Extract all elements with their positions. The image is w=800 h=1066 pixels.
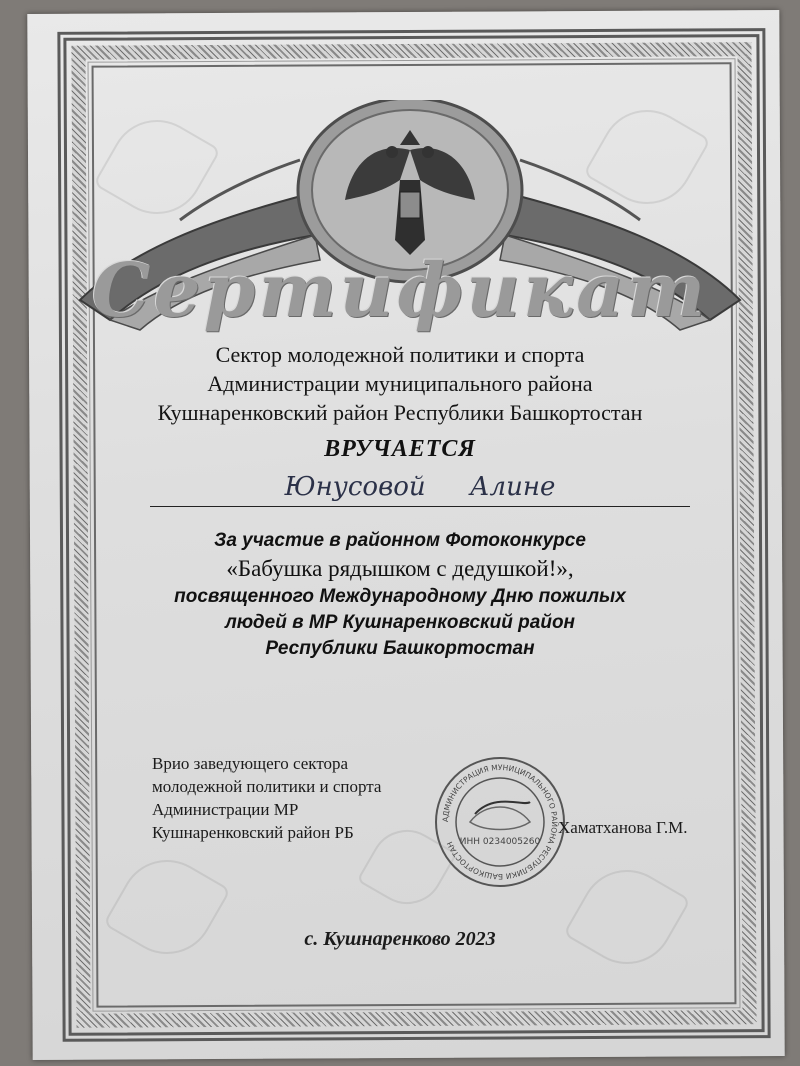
stamp-icon — [430, 752, 570, 892]
place-and-year: с. Кушнаренково 2023 — [304, 928, 496, 950]
signatory-position-line-3: Администрации МР — [152, 800, 299, 819]
signatory-position-line-2: молодежной политики и спорта — [152, 777, 382, 796]
reason-line-1: За участие в районном Фотоконкурсе — [214, 530, 586, 551]
certificate-title: Сертификат — [91, 248, 709, 334]
organization-line-2: Администрации муниципального района — [207, 371, 593, 396]
organization-line-1: Сектор молодежной политики и спорта — [215, 342, 585, 367]
awarded-label: ВРУЧАЕТСЯ — [324, 436, 476, 462]
recipient-underline — [150, 506, 690, 507]
signatory-position-line-1: Врио заведующего сектора — [152, 754, 349, 773]
reason-line-4: людей в МР Кушнаренковский район — [224, 612, 576, 633]
stamp-inn: ИНН 0234005260 — [459, 837, 541, 847]
signatory-position-line-4: Кушнаренковский район РБ — [152, 823, 354, 842]
reason-line-5: Республики Башкортостан — [265, 638, 535, 659]
organization-line-3: Кушнаренковский район Республики Башкортостан — [157, 400, 643, 425]
reason-line-2: «Бабушка рядышком с дедушкой!», — [226, 556, 574, 581]
stamp-ring-text: АДМИНИСТРАЦИЯ МУНИЦИПАЛЬНОГО РАЙОНА РЕСПУБЛИКИ БАШКОРТОСТАН — [440, 762, 560, 882]
recipient-handwritten-name: Юнусовой Алине — [284, 472, 556, 502]
signatory-name: Хаматханова Г.М. — [558, 818, 688, 837]
reason-line-3: посвященного Международному Дню пожилых — [174, 586, 626, 607]
signatory-position — [152, 752, 381, 844]
